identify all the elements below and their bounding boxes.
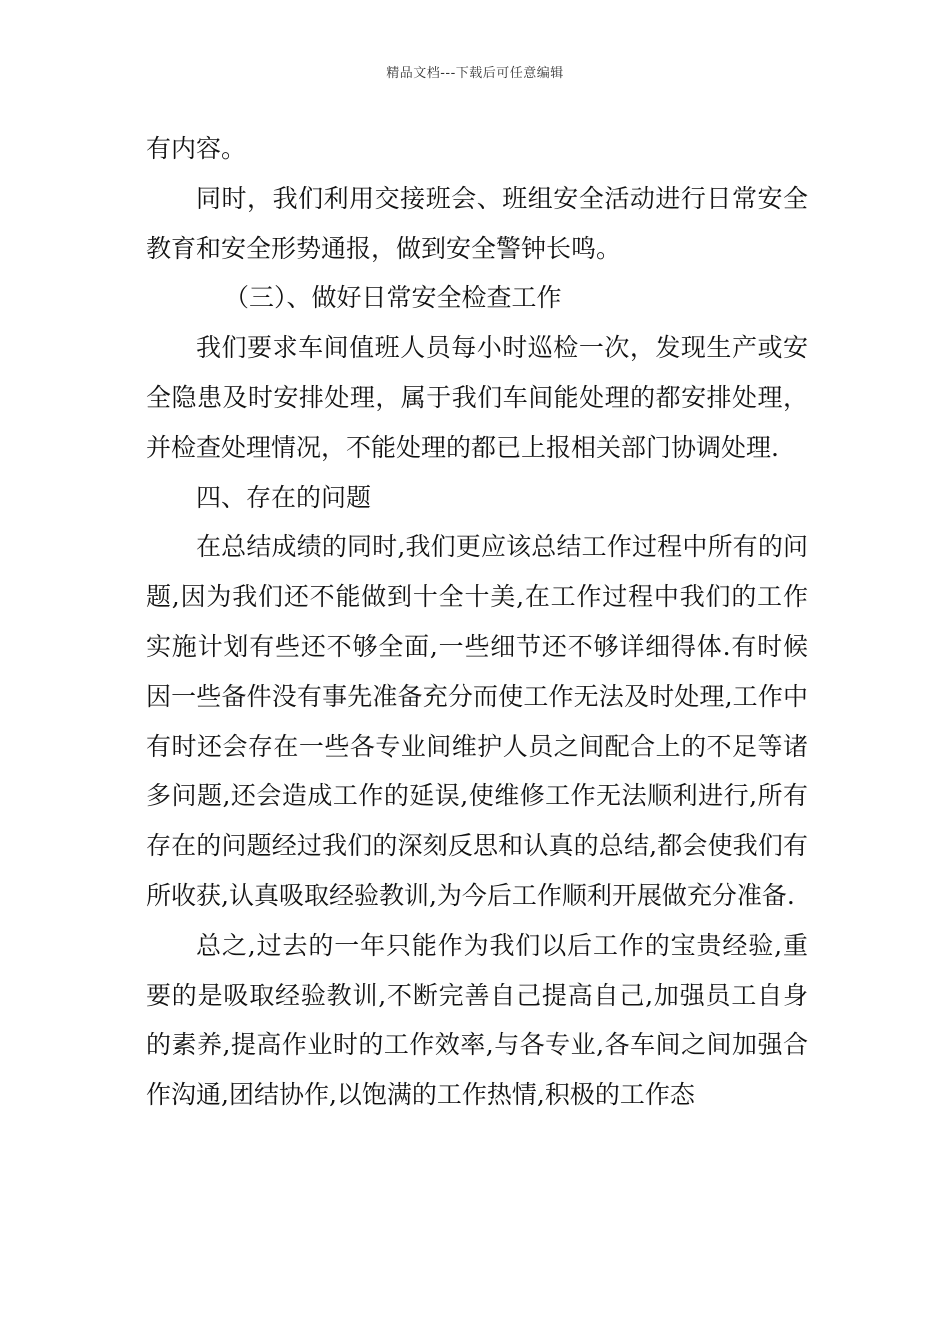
paragraph-conclusion: 总之,过去的一年只能作为我们以后工作的宝贵经验,重要的是吸取经验教训,不断完善自己提高自己,加强员工自身的素养,提高作业时的工作效率,与各专业,各车间之间加强合作沟通,团结协作,以饱满的工作热情,积极的工作态 [146,930,808,1110]
paragraph-inspection: 我们要求车间值班人员每小时巡检一次，发现生产或安全隐患及时安排处理，属于我们车间能处理的都安排处理，并检查处理情况，不能处理的都已上报相关部门协调处理. [146,333,808,462]
section-heading-problems: 四、存在的问题 [196,482,372,512]
paragraph-safety-education: 同时，我们利用交接班会、班组安全活动进行日常安全教育和安全形势通报，做到安全警钟长鸣。 [146,183,808,263]
section-heading-daily-inspection: （三）、做好日常安全检查工作 [224,283,562,313]
document-body [146,124,808,1120]
page-header: 精品文档---下载后可任意编辑 [386,66,564,81]
paragraph-continuation: 有内容。 [146,134,247,163]
paragraph-problems: 在总结成绩的同时,我们更应该总结工作过程中所有的问题,因为我们还不能做到十全十美,在工作过程中我们的工作实施计划有些还不够全面,一些细节还不够详细得体.有时候因一些备件没有事先准备充分而使工作无法及时处理,工作中有时还会存在一些各专业间维护人员之间配合上的不足等诸多问题,还会造成工作的延误,使维修工作无法顺利进行,所有存在的问题经过我们的深刻反思和认真的总结,都会使我们有所收获,认真吸取经验教训,为今后工作顺利开展做充分准备. [146,532,808,910]
